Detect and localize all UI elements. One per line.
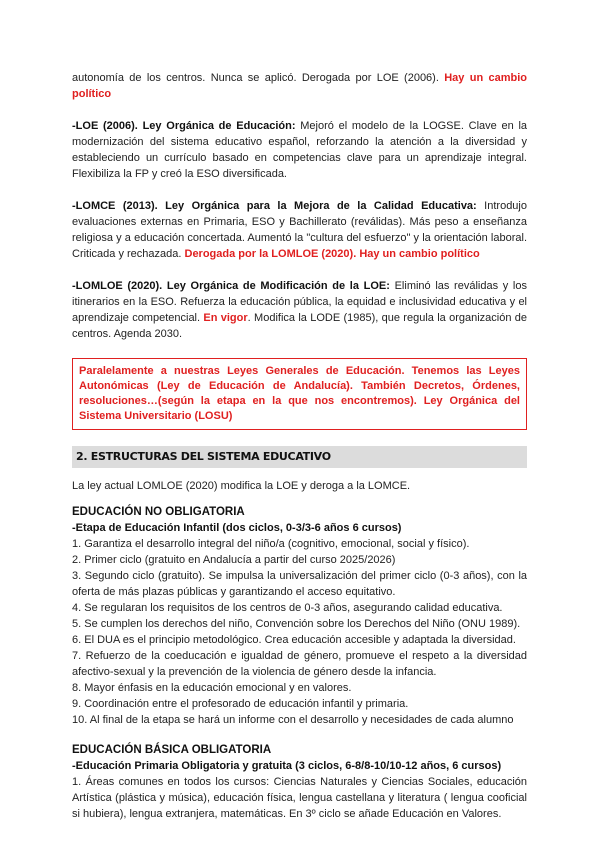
- law-title-lomce: -LOMCE (2013). Ley Orgánica para la Mejora de la Calidad Educativa:: [72, 200, 477, 212]
- political-change-note: Hay un cambio político: [72, 72, 528, 100]
- list-item: 9. Coordinación entre el profesorado de educación infantil y primaria.: [72, 698, 409, 710]
- paragraph-text: . Modifica la LODE (1985), que regula la organización de centros. Agenda 2030.: [72, 312, 528, 340]
- section-intro: La ley actual LOMLOE (2020) modifica la LOE y deroga a la LOMCE.: [72, 480, 411, 492]
- list-item: 1. Garantiza el desarrollo integral del niño/a (cognitivo, emocional, social y físico).: [72, 538, 470, 550]
- list-item: 5. Se cumplen los derechos del niño, Convención sobre los Derechos del Niño (ONU 1989).: [72, 618, 521, 630]
- law-title-loe: -LOE (2006). Ley Orgánica de Educación:: [72, 120, 296, 132]
- subheading-primaria: -Educación Primaria Obligatoria y gratuita (3 ciclos, 6-8/8-10/10-12 años, 6 cursos): [72, 760, 502, 772]
- list-item: 2. Primer ciclo (gratuito en Andalucía a partir del curso 2025/2026): [72, 554, 396, 566]
- list-item: 6. El DUA es el principio metodológico. Crea educación accesible y adaptada la diversidad.: [72, 634, 516, 646]
- paragraph-text: autonomía de los centros. Nunca se aplicó. Derogada por LOE (2006).: [72, 72, 445, 84]
- subheading-infantil: -Etapa de Educación Infantil (dos ciclos, 0-3/3-6 años 6 cursos): [72, 522, 402, 534]
- regional-laws-callout: Paralelamente a nuestras Leyes Generales de Educación. Tenemos las Leyes Autonómicas (Ley de Educación de Andalucía). También Decretos, Órdenes, resoluciones…(según la etapa en la que nos encontremos). Ley Orgánica del Sistema Universitario (LOSU): [72, 358, 527, 430]
- list-item: 1. Áreas comunes en todos los cursos: Ciencias Naturales y Ciencias Sociales, educación Artística (plástica y música), educación física, lengua castellana y literatura ( lengua cooficial si hubiera), lengua extranjera, matemáticas. En 3º ciclo se añade Educación en Valores.: [72, 776, 527, 820]
- list-item: 8. Mayor énfasis en la educación emocional y en valores.: [72, 682, 352, 694]
- political-change-note: Derogada por la LOMLOE (2020). Hay un cambio político: [184, 248, 480, 260]
- list-item: 3. Segundo ciclo (gratuito). Se impulsa la universalización del primer ciclo (0-3 años), con la oferta de más plazas públicas y garantizando el acceso equitativo.: [72, 570, 527, 598]
- heading-basica-obligatoria: EDUCACIÓN BÁSICA OBLIGATORIA: [72, 744, 272, 756]
- section-heading: 2. ESTRUCTURAS DEL SISTEMA EDUCATIVO: [72, 446, 527, 468]
- law-title-lomloe: -LOMLOE (2020). Ley Orgánica de Modificación de la LOE:: [72, 280, 390, 292]
- paragraph-text: Introdujo evaluaciones externas en Primaria, ESO y Bachillerato (reválidas). Más peso a enseñanza religiosa y a educación concertada. Aumentó la "cultura del esfuerzo" y la orientación laboral. Criticada y rechazada.: [72, 200, 527, 260]
- paragraph-lomce: [72, 198, 527, 262]
- document-page: [72, 70, 527, 822]
- list-item: 7. Refuerzo de la coeducación e igualdad de género, promueve el respeto a la diversidad afectivo-sexual y la prevención de la violencia de género desde la infancia.: [72, 650, 527, 678]
- list-item: 4. Se regularan los requisitos de los centros de 0-3 años, asegurando calidad educativa.: [72, 602, 503, 614]
- paragraph-lomloe: [72, 278, 527, 342]
- paragraph-text: Eliminó las reválidas y los itinerarios en la ESO. Refuerza la educación pública, la equidad e inclusividad educativa y el aprendizaje competencial.: [72, 280, 527, 324]
- paragraph-autonomia: [72, 70, 527, 102]
- paragraph-text: Mejoró el modelo de la LOGSE. Clave en la modernización del sistema educativo español, reforzando la atención a la diversidad y estableciendo un currículo basado en competencias clave para un aprendizaje integral. Flexibiliza la FP y creó la ESO diversificada.: [72, 120, 528, 180]
- paragraph-loe: [72, 118, 527, 182]
- list-item: 10. Al final de la etapa se hará un informe con el desarrollo y necesidades de cada alumno: [72, 714, 514, 726]
- heading-no-obligatoria: EDUCACIÓN NO OBLIGATORIA: [72, 506, 245, 518]
- in-force-note: En vigor: [203, 312, 248, 324]
